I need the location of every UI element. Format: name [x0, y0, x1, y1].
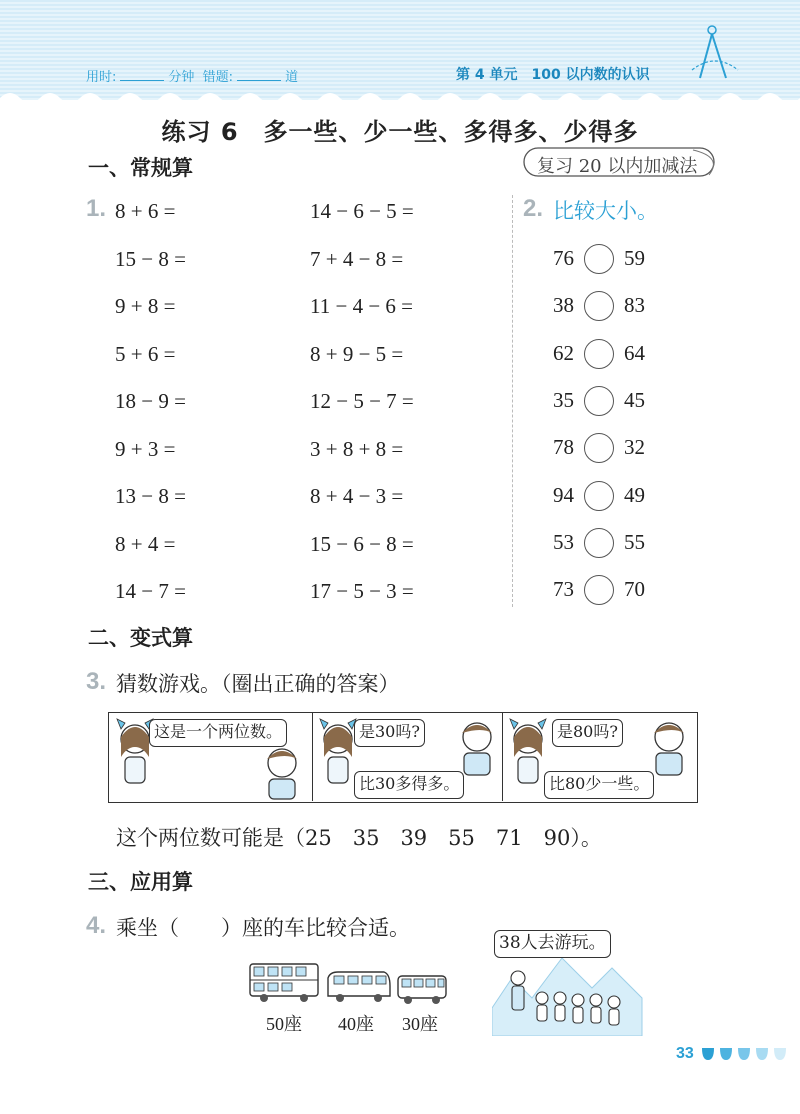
question-4-text: 乘坐（ ）座的车比较合适。: [116, 916, 410, 940]
compare-right-number: 45: [624, 387, 645, 412]
travel-group-illustration: [492, 948, 644, 1036]
coach-bus-icon: [326, 970, 392, 1006]
speech-bubble-2: 是30吗?: [354, 719, 425, 747]
speech-bubble-travel: 38人去游玩。: [494, 930, 611, 958]
question-3-text: 猜数游戏。（圈出正确的答案）: [116, 672, 400, 696]
compare-circle-blank[interactable]: [584, 244, 614, 274]
compare-left-number: 62: [553, 340, 574, 365]
section-heading-2: 二、变式算: [88, 626, 193, 650]
seat-label-50: 50座: [266, 1014, 302, 1034]
calc-item[interactable]: 7 + 4 − 8 =: [310, 246, 404, 271]
compare-left-number: 38: [553, 293, 574, 318]
compare-circle-blank[interactable]: [584, 481, 614, 511]
time-label: 用时:: [86, 70, 117, 85]
minute-label: 分钟: [168, 70, 195, 85]
calc-item[interactable]: 18 − 9 =: [115, 389, 186, 413]
compare-right-number: 59: [624, 246, 645, 270]
calc-item[interactable]: 14 − 7 =: [115, 579, 186, 603]
answer-options[interactable]: 这个两位数可能是（25 35 39 55 71 90）。: [116, 826, 602, 850]
comic-panel-2: [312, 713, 503, 801]
compare-left-number: 78: [553, 435, 574, 460]
boy-icon: [452, 715, 502, 779]
compare-right-number: 49: [624, 482, 645, 507]
compare-right-number: 70: [624, 577, 645, 602]
question-number-1: 1.: [86, 195, 107, 222]
calc-item[interactable]: 8 + 4 − 3 =: [310, 484, 404, 508]
seat-label-40: 40座: [338, 1014, 374, 1034]
boy-icon: [644, 715, 694, 779]
calc-item[interactable]: 15 − 6 − 8 =: [310, 531, 414, 556]
compare-right-number: 32: [624, 435, 645, 460]
question-number-3: 3.: [86, 668, 107, 695]
calc-item[interactable]: 14 − 6 − 5 =: [310, 199, 414, 223]
compare-left-number: 53: [553, 529, 574, 554]
speech-bubble-4: 是80吗?: [552, 719, 623, 747]
calc-item[interactable]: 5 + 6 =: [115, 341, 176, 366]
section-heading-1: 一、常规算: [88, 156, 193, 180]
calc-item[interactable]: 9 + 8 =: [115, 294, 176, 318]
minibus-icon: [396, 974, 450, 1006]
header-wave: [0, 88, 800, 108]
compare-right-number: 83: [624, 293, 645, 318]
compare-circle-blank[interactable]: [584, 433, 614, 463]
seat-label-30: 30座: [402, 1014, 438, 1034]
error-blank[interactable]: [237, 80, 281, 81]
compare-left-number: 35: [553, 387, 574, 412]
unit-title: 第 4 单元 100 以内数的认识: [456, 67, 650, 83]
review-tag-text: 复习 20 以内加减法: [537, 156, 698, 177]
header-time-info: [86, 66, 298, 85]
divider-dashed: [512, 195, 513, 607]
comic-panel-3: [502, 713, 697, 801]
calc-item[interactable]: 8 + 6 =: [115, 199, 176, 223]
boy-icon: [257, 741, 307, 801]
page-decoration-dots: [700, 1046, 790, 1062]
calc-item[interactable]: 13 − 8 =: [115, 484, 186, 508]
calc-item[interactable]: 12 − 5 − 7 =: [310, 389, 414, 413]
compare-left-number: 94: [553, 482, 574, 507]
compare-left-number: 73: [553, 577, 574, 602]
compare-left-number: 76: [553, 246, 574, 270]
question-number-2: 2.: [523, 195, 544, 222]
calc-item[interactable]: 17 − 5 − 3 =: [310, 579, 414, 603]
section-heading-3: 三、应用算: [88, 870, 193, 894]
error-label: 错题:: [202, 70, 234, 85]
question-2-text: 比较大小。: [553, 199, 658, 223]
compare-right-number: 55: [624, 529, 645, 554]
question-number-4: 4.: [86, 912, 107, 939]
calc-item[interactable]: 8 + 9 − 5 =: [310, 341, 404, 366]
count-label: 道: [285, 70, 299, 85]
speech-bubble-1: 这是一个两位数。: [149, 719, 287, 747]
speech-bubble-5: 比80少一些。: [544, 771, 654, 799]
comic-strip: [108, 712, 698, 803]
comic-panel-1: [109, 713, 313, 801]
double-decker-bus-icon: [248, 962, 322, 1004]
time-blank[interactable]: [120, 80, 164, 81]
calc-item[interactable]: 9 + 3 =: [115, 436, 176, 461]
compare-circle-blank[interactable]: [584, 528, 614, 558]
compare-circle-blank[interactable]: [584, 291, 614, 321]
calc-item[interactable]: 11 − 4 − 6 =: [310, 294, 414, 318]
header-band: [0, 0, 800, 100]
calc-item[interactable]: 8 + 4 =: [115, 531, 176, 556]
compare-circle-blank[interactable]: [584, 575, 614, 605]
page-number: 33: [676, 1045, 694, 1062]
calc-item[interactable]: 15 − 8 =: [115, 246, 186, 271]
compass-icon: [690, 22, 740, 84]
compare-circle-blank[interactable]: [584, 339, 614, 369]
review-tag: [523, 147, 723, 179]
speech-bubble-3: 比30多得多。: [354, 771, 464, 799]
compare-right-number: 64: [624, 340, 645, 365]
compare-circle-blank[interactable]: [584, 386, 614, 416]
calc-item[interactable]: 3 + 8 + 8 =: [310, 436, 404, 461]
page-title: 练习 6 多一些、少一些、多得多、少得多: [161, 118, 639, 146]
